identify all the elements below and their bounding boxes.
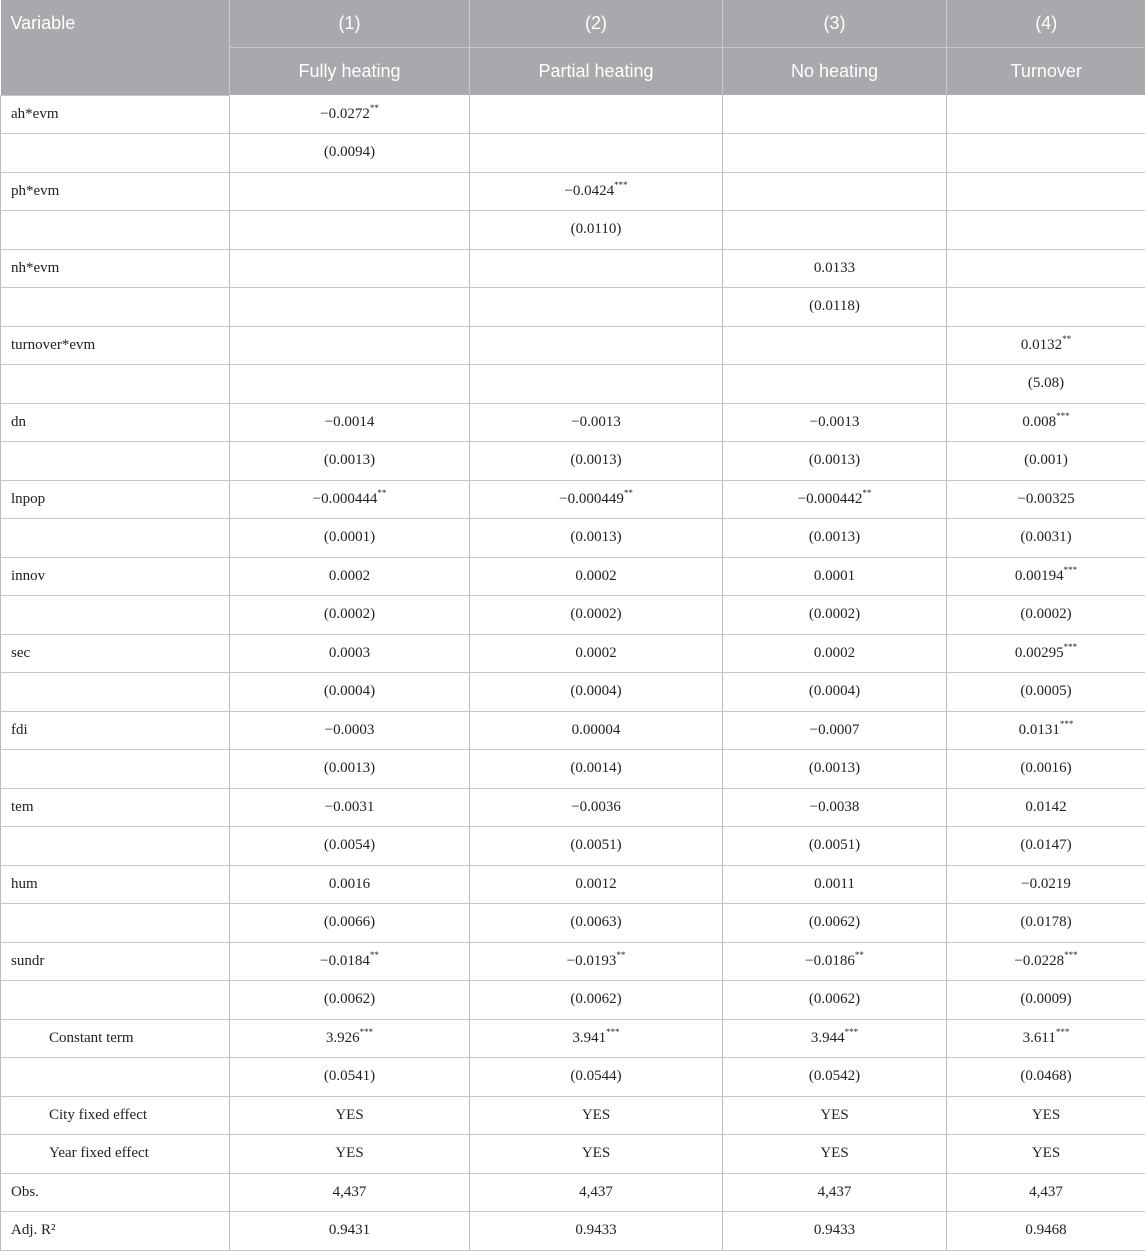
col-name-no-heating: No heating xyxy=(723,48,947,96)
cell-model-4 xyxy=(947,134,1145,173)
significance-stars: ** xyxy=(369,949,379,960)
cell-model-3: (0.0004) xyxy=(723,673,947,712)
significance-stars: *** xyxy=(1064,949,1078,960)
cell-model-4: 0.00194*** xyxy=(947,557,1145,596)
cell-model-4: (0.0031) xyxy=(947,519,1145,558)
table-row xyxy=(1,750,1145,789)
cell-model-2 xyxy=(470,288,723,327)
cell-model-2: (0.0004) xyxy=(470,673,723,712)
significance-stars: ** xyxy=(1062,333,1072,344)
cell-model-2: 0.00004 xyxy=(470,711,723,750)
cell-model-1 xyxy=(230,249,470,288)
cell-model-4: (0.0147) xyxy=(947,827,1145,866)
significance-stars: *** xyxy=(359,1026,374,1037)
row-label: innov xyxy=(1,557,230,596)
table-row xyxy=(1,249,1145,288)
row-label xyxy=(1,904,230,943)
table-row xyxy=(1,711,1145,750)
cell-model-3: 0.0011 xyxy=(723,865,947,904)
cell-model-3: 0.9433 xyxy=(723,1212,947,1251)
cell-model-1 xyxy=(230,288,470,327)
cell-model-1: 0.0016 xyxy=(230,865,470,904)
cell-model-4: (0.0005) xyxy=(947,673,1145,712)
table-row xyxy=(1,403,1145,442)
table-row xyxy=(1,904,1145,943)
col-number-1: (1) xyxy=(230,0,470,48)
cell-model-1: −0.0003 xyxy=(230,711,470,750)
cell-model-3: −0.0186** xyxy=(723,942,947,981)
table-row xyxy=(1,981,1145,1020)
row-label: Obs. xyxy=(1,1173,230,1212)
cell-model-3: (0.0013) xyxy=(723,519,947,558)
row-label xyxy=(1,596,230,635)
cell-model-1: (0.0001) xyxy=(230,519,470,558)
table-row xyxy=(1,1212,1145,1251)
table-row xyxy=(1,326,1145,365)
cell-model-2: (0.0110) xyxy=(470,211,723,250)
significance-stars: *** xyxy=(614,179,628,190)
cell-model-2: (0.0013) xyxy=(470,442,723,481)
cell-model-1: 0.0002 xyxy=(230,557,470,596)
cell-model-2: 4,437 xyxy=(470,1173,723,1212)
table-row xyxy=(1,442,1145,481)
col-name-fully-heating: Fully heating xyxy=(230,48,470,96)
cell-model-4: 0.0131*** xyxy=(947,711,1145,750)
table-row xyxy=(1,1058,1145,1097)
table-row xyxy=(1,211,1145,250)
cell-model-4: 0.0132** xyxy=(947,326,1145,365)
cell-model-3: 0.0001 xyxy=(723,557,947,596)
col-name-turnover: Turnover xyxy=(947,48,1145,96)
cell-model-3: −0.000442** xyxy=(723,480,947,519)
row-label: sundr xyxy=(1,942,230,981)
cell-model-3: −0.0038 xyxy=(723,788,947,827)
table-row xyxy=(1,827,1145,866)
cell-model-1: YES xyxy=(230,1135,470,1174)
cell-model-1: (0.0002) xyxy=(230,596,470,635)
cell-model-3: (0.0013) xyxy=(723,442,947,481)
table-row xyxy=(1,1173,1145,1212)
cell-model-2: 0.0002 xyxy=(470,634,723,673)
row-label xyxy=(1,827,230,866)
table-row xyxy=(1,134,1145,173)
cell-model-2: (0.0051) xyxy=(470,827,723,866)
cell-model-1: 0.9431 xyxy=(230,1212,470,1251)
table-row xyxy=(1,1096,1145,1135)
cell-model-1: (0.0054) xyxy=(230,827,470,866)
cell-model-2: −0.000449** xyxy=(470,480,723,519)
row-label xyxy=(1,519,230,558)
cell-model-3: YES xyxy=(723,1096,947,1135)
cell-model-3 xyxy=(723,365,947,404)
cell-model-4: −0.00325 xyxy=(947,480,1145,519)
cell-model-1: YES xyxy=(230,1096,470,1135)
cell-model-2: 3.941*** xyxy=(470,1019,723,1058)
table-row xyxy=(1,942,1145,981)
table-row xyxy=(1,1019,1145,1058)
table-row xyxy=(1,557,1145,596)
cell-model-1: (0.0004) xyxy=(230,673,470,712)
table-row xyxy=(1,673,1145,712)
cell-model-1: −0.000444** xyxy=(230,480,470,519)
significance-stars: *** xyxy=(1063,641,1078,652)
cell-model-1: −0.0031 xyxy=(230,788,470,827)
cell-model-1: 0.0003 xyxy=(230,634,470,673)
cell-model-2: YES xyxy=(470,1135,723,1174)
cell-model-3 xyxy=(723,211,947,250)
cell-model-1: (0.0541) xyxy=(230,1058,470,1097)
cell-model-1: −0.0184** xyxy=(230,942,470,981)
header-row-numbers xyxy=(1,0,1145,48)
col-number-3: (3) xyxy=(723,0,947,48)
cell-model-2 xyxy=(470,365,723,404)
row-label: dn xyxy=(1,403,230,442)
significance-stars: ** xyxy=(862,487,872,498)
row-label: turnover*evm xyxy=(1,326,230,365)
row-label xyxy=(1,365,230,404)
cell-model-3 xyxy=(723,134,947,173)
row-label: Adj. R² xyxy=(1,1212,230,1251)
col-name-partial-heating: Partial heating xyxy=(470,48,723,96)
cell-model-1 xyxy=(230,365,470,404)
significance-stars: ** xyxy=(369,102,379,113)
significance-stars: *** xyxy=(1059,718,1074,729)
cell-model-2: (0.0062) xyxy=(470,981,723,1020)
cell-model-2: −0.0013 xyxy=(470,403,723,442)
table-row xyxy=(1,865,1145,904)
cell-model-2: 0.9433 xyxy=(470,1212,723,1251)
cell-model-3: (0.0062) xyxy=(723,981,947,1020)
cell-model-3: YES xyxy=(723,1135,947,1174)
table-body xyxy=(1,95,1145,1250)
significance-stars: *** xyxy=(1055,1026,1070,1037)
cell-model-2: YES xyxy=(470,1096,723,1135)
table-row xyxy=(1,480,1145,519)
significance-stars: ** xyxy=(854,949,864,960)
cell-model-3: 4,437 xyxy=(723,1173,947,1212)
cell-model-2: (0.0063) xyxy=(470,904,723,943)
cell-model-4 xyxy=(947,172,1145,211)
cell-model-3 xyxy=(723,172,947,211)
cell-model-2 xyxy=(470,134,723,173)
cell-model-3 xyxy=(723,95,947,134)
row-label: Year fixed effect xyxy=(1,1135,230,1174)
cell-model-2: −0.0424*** xyxy=(470,172,723,211)
cell-model-4: 0.0142 xyxy=(947,788,1145,827)
cell-model-2: 0.0002 xyxy=(470,557,723,596)
cell-model-2: (0.0014) xyxy=(470,750,723,789)
row-label xyxy=(1,134,230,173)
significance-stars: ** xyxy=(377,487,387,498)
variable-header: Variable xyxy=(1,0,230,95)
table-row xyxy=(1,596,1145,635)
significance-stars: *** xyxy=(1056,410,1070,421)
cell-model-3: (0.0013) xyxy=(723,750,947,789)
cell-model-3: 0.0133 xyxy=(723,249,947,288)
table-row xyxy=(1,634,1145,673)
cell-model-3: (0.0542) xyxy=(723,1058,947,1097)
row-label xyxy=(1,981,230,1020)
cell-model-3: (0.0062) xyxy=(723,904,947,943)
table-row xyxy=(1,365,1145,404)
cell-model-4 xyxy=(947,249,1145,288)
cell-model-1 xyxy=(230,211,470,250)
cell-model-1 xyxy=(230,326,470,365)
cell-model-3: −0.0013 xyxy=(723,403,947,442)
cell-model-4: 3.611*** xyxy=(947,1019,1145,1058)
table-row xyxy=(1,95,1145,134)
cell-model-4: 4,437 xyxy=(947,1173,1145,1212)
cell-model-2: (0.0544) xyxy=(470,1058,723,1097)
cell-model-4: 0.00295*** xyxy=(947,634,1145,673)
col-number-2: (2) xyxy=(470,0,723,48)
row-label: lnpop xyxy=(1,480,230,519)
row-label: ph*evm xyxy=(1,172,230,211)
cell-model-4 xyxy=(947,211,1145,250)
cell-model-1: (0.0094) xyxy=(230,134,470,173)
cell-model-4: YES xyxy=(947,1135,1145,1174)
table-row xyxy=(1,519,1145,558)
cell-model-2 xyxy=(470,326,723,365)
row-label xyxy=(1,442,230,481)
table-row xyxy=(1,288,1145,327)
row-label: Constant term xyxy=(1,1019,230,1058)
cell-model-4: (0.0468) xyxy=(947,1058,1145,1097)
table-row xyxy=(1,788,1145,827)
cell-model-3: 3.944*** xyxy=(723,1019,947,1058)
table-row xyxy=(1,1135,1145,1174)
significance-stars: *** xyxy=(1063,564,1078,575)
cell-model-2: 0.0012 xyxy=(470,865,723,904)
cell-model-2: (0.0002) xyxy=(470,596,723,635)
cell-model-4: (0.0002) xyxy=(947,596,1145,635)
cell-model-1 xyxy=(230,172,470,211)
row-label: City fixed effect xyxy=(1,1096,230,1135)
row-label xyxy=(1,211,230,250)
cell-model-1: 4,437 xyxy=(230,1173,470,1212)
cell-model-2: −0.0193** xyxy=(470,942,723,981)
row-label: tem xyxy=(1,788,230,827)
cell-model-1: 3.926*** xyxy=(230,1019,470,1058)
cell-model-4: (0.001) xyxy=(947,442,1145,481)
cell-model-3: −0.0007 xyxy=(723,711,947,750)
cell-model-4: 0.9468 xyxy=(947,1212,1145,1251)
cell-model-4: (0.0178) xyxy=(947,904,1145,943)
cell-model-3: (0.0002) xyxy=(723,596,947,635)
col-number-4: (4) xyxy=(947,0,1145,48)
cell-model-3: (0.0118) xyxy=(723,288,947,327)
cell-model-3: 0.0002 xyxy=(723,634,947,673)
cell-model-4: YES xyxy=(947,1096,1145,1135)
significance-stars: *** xyxy=(844,1026,859,1037)
cell-model-2 xyxy=(470,95,723,134)
row-label xyxy=(1,1058,230,1097)
significance-stars: *** xyxy=(606,1026,620,1037)
cell-model-4: (5.08) xyxy=(947,365,1145,404)
significance-stars: ** xyxy=(623,487,633,498)
table-header xyxy=(1,0,1145,95)
cell-model-1: (0.0066) xyxy=(230,904,470,943)
cell-model-4 xyxy=(947,288,1145,327)
cell-model-1: (0.0062) xyxy=(230,981,470,1020)
cell-model-3: (0.0051) xyxy=(723,827,947,866)
cell-model-1: −0.0014 xyxy=(230,403,470,442)
cell-model-2: (0.0013) xyxy=(470,519,723,558)
cell-model-4: −0.0228*** xyxy=(947,942,1145,981)
significance-stars: ** xyxy=(616,949,626,960)
cell-model-1: (0.0013) xyxy=(230,442,470,481)
cell-model-1: −0.0272** xyxy=(230,95,470,134)
row-label xyxy=(1,288,230,327)
cell-model-1: (0.0013) xyxy=(230,750,470,789)
cell-model-2 xyxy=(470,249,723,288)
cell-model-2: −0.0036 xyxy=(470,788,723,827)
cell-model-4: −0.0219 xyxy=(947,865,1145,904)
cell-model-4: 0.008*** xyxy=(947,403,1145,442)
row-label: hum xyxy=(1,865,230,904)
row-label: nh*evm xyxy=(1,249,230,288)
row-label: ah*evm xyxy=(1,95,230,134)
cell-model-4: (0.0016) xyxy=(947,750,1145,789)
cell-model-4: (0.0009) xyxy=(947,981,1145,1020)
cell-model-3 xyxy=(723,326,947,365)
table-row xyxy=(1,172,1145,211)
cell-model-4 xyxy=(947,95,1145,134)
row-label: sec xyxy=(1,634,230,673)
row-label xyxy=(1,750,230,789)
row-label xyxy=(1,673,230,712)
row-label: fdi xyxy=(1,711,230,750)
